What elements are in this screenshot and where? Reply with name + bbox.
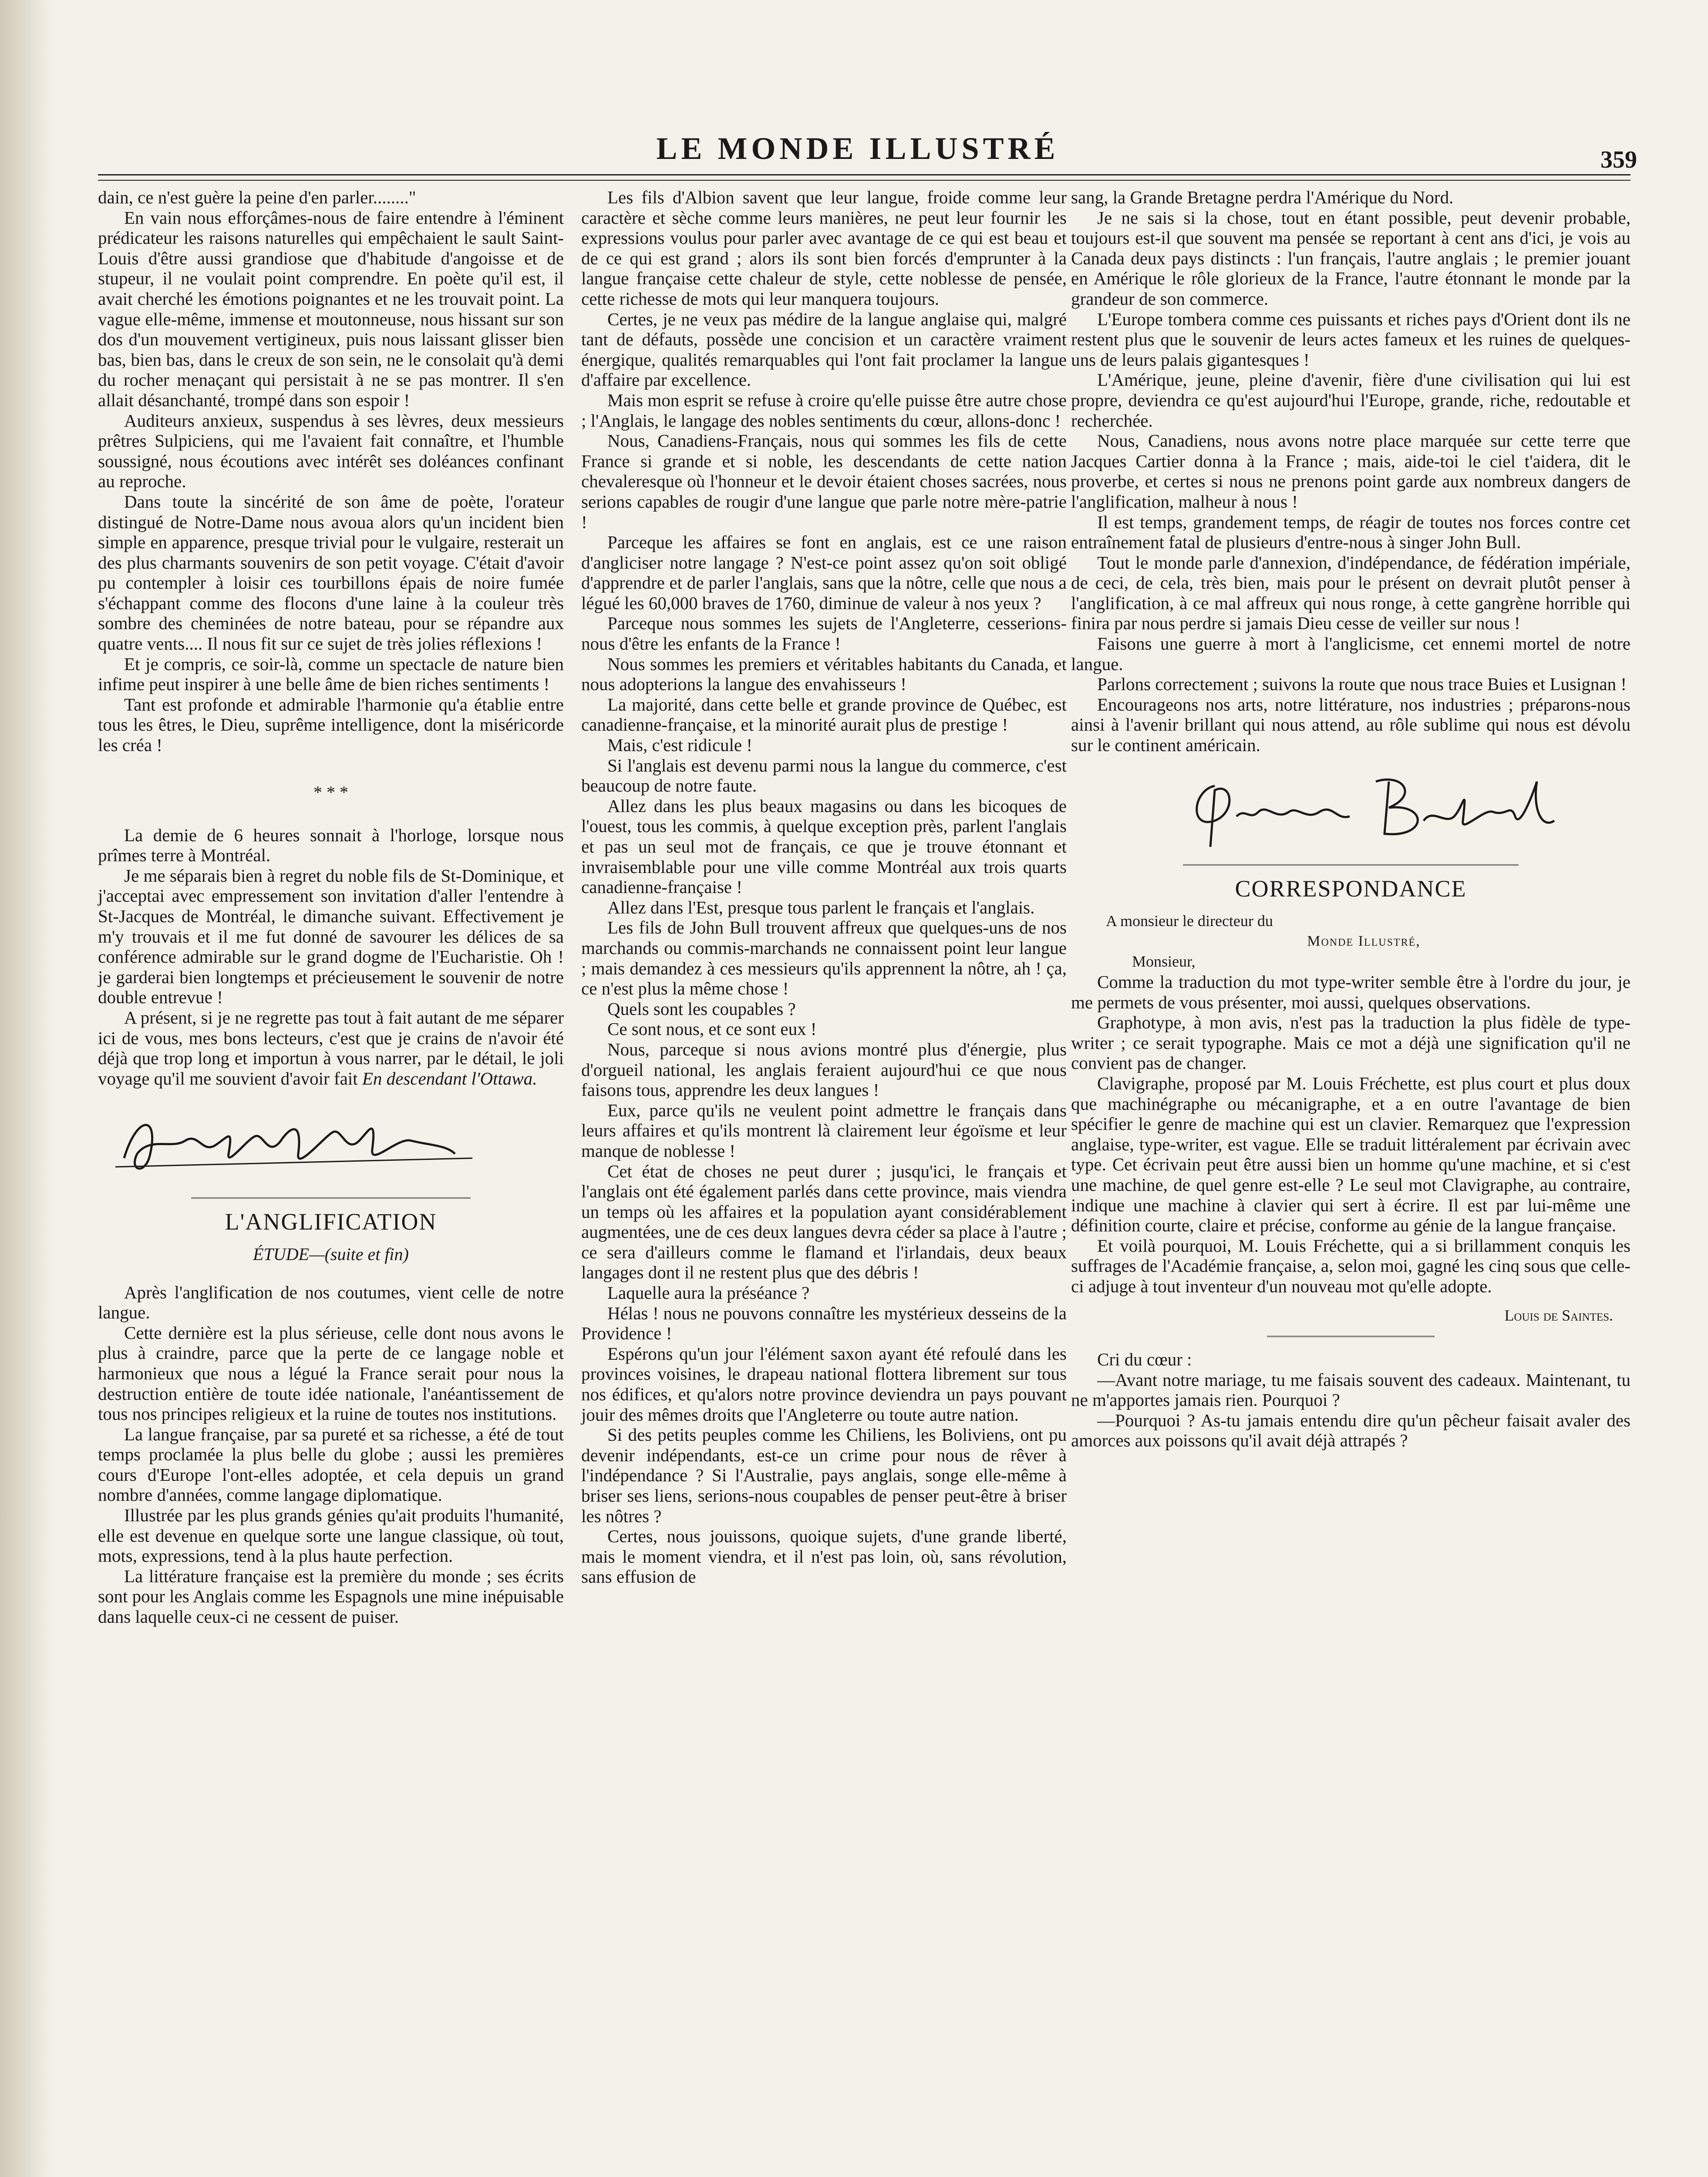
section-divider <box>1183 864 1519 867</box>
paragraph: Mais, c'est ridicule ! <box>607 735 753 755</box>
paragraph: —Avant notre mariage, tu me faisais souvent des cadeaux. Maintenant, tu ne m'apportes jamais rien. Pourquoi ? <box>1071 1369 1631 1410</box>
paragraph: Tout le monde parle d'annexion, d'indépendance, de fédération impériale, de ceci, de cela, très bien, mais pour le présent on devrait plutôt penser à l'anglification, à ce mal affreux qui nous ronge, à cette gangrène horrible qui finira par nous perdre si jamais Dieu cesse de veiller sur nous ! <box>1071 552 1631 634</box>
handwritten-signature-icon <box>1071 755 1631 864</box>
header-rule <box>98 174 1631 181</box>
section-divider <box>1267 1336 1435 1339</box>
section-title: L'ANGLIFICATION <box>225 1209 437 1235</box>
paragraph: Eux, parce qu'ils ne veulent point admettre le français dans leurs affaires et qu'ils montrent là clairement leur égoïsme et leur manque de noblesse ! <box>581 1100 1067 1161</box>
paragraph: Après l'anglification de nos coutumes, vient celle de notre langue. <box>98 1282 564 1323</box>
paragraph: Ce sont nous, et ce sont eux ! <box>607 1019 817 1039</box>
paragraph: La demie de 6 heures sonnait à l'horloge, lorsque nous prîmes terre à Montréal. <box>98 825 564 866</box>
paragraph: —Pourquoi ? As-tu jamais entendu dire qu'un pêcheur faisait avaler des amorces aux poissons qu'il avait déjà attrapés ? <box>1071 1410 1631 1451</box>
paragraph: Auditeurs anxieux, suspendus à ses lèvres, deux messieurs prêtres Sulpiciens, qui me l'avaient fait connaître, et l'humble soussigné, nous écoutions avec intérêt ses doléances confinant au reproche. <box>98 410 564 492</box>
paragraph: Comme la traduction du mot type-writer semble être à l'ordre du jour, je me permets de vous présenter, moi aussi, quelques observations. <box>1071 972 1631 1012</box>
paragraph: Tant est profonde et admirable l'harmonie qu'a établie entre tous les êtres, le Dieu, suprême intelligence, dont la miséricorde les créa ! <box>98 694 564 755</box>
paragraph: Allez dans les plus beaux magasins ou dans les bicoques de l'ouest, tous les commis, à quelque exception près, parlent l'anglais et pas un seul mot de français, ce que je trouve étonnant et invraisemblable pour une ville comme Montréal aux trois quarts canadienne-française ! <box>581 795 1067 897</box>
paragraph: Parlons correctement ; suivons la route que nous trace Buies et Lusignan ! <box>1097 674 1627 694</box>
section-title: CORRESPONDANCE <box>1235 875 1467 902</box>
letter-signature: Louis de Saintes. <box>1504 1306 1613 1324</box>
paragraph: Nous, parceque si nous avions montré plus d'énergie, plus d'orgueil national, les anglais feraient aujourd'hui ce que nous faisons tous, apprendre les deux langues ! <box>581 1039 1067 1100</box>
paragraph: Parceque les affaires se font en anglais, est ce une raison d'angliciser notre langage ? N'est-ce point assez qu'on soit obligé d'apprendre et de parler l'anglais, sans que la nôtre, celle que nous a légué les 60,000 braves de 1760, diminue de valeur à nos yeux ? <box>581 532 1067 613</box>
paragraph: Certes, je ne veux pas médire de la langue anglaise qui, malgré tant de défauts, possède une concision et un caractère vraiment énergique, qualités remarquables qui l'ont fait proclamer la langue d'affaire par excellence. <box>581 309 1067 390</box>
paragraph: Graphotype, à mon avis, n'est pas la traduction la plus fidèle de type-writer ; ce serait typographe. Mais ce mot a déjà une signification qu'il ne convient pas de changer. <box>1071 1012 1631 1073</box>
paragraph: dain, ce n'est guère la peine d'en parler........" <box>98 187 416 207</box>
handwritten-signature-icon <box>98 1088 490 1197</box>
paragraph: Dans toute la sincérité de son âme de poète, l'orateur distingué de Notre-Dame nous avoua alors qu'un incident bien simple en apparence, presque trivial pour le vulgaire, resterait un des plus charmants souvenirs de son petit voyage. C'était d'avoir pu contempler à loisir ces tourbillons épais de noire fumée s'échappant comme des flocons d'une laine à la couleur très sombre des cheminées de notre bateau, pour se répandre aux quatre vents.... Il nous fit sur ce sujet de très jolies réflexions ! <box>98 491 564 654</box>
salutation: Monsieur, <box>1132 953 1196 971</box>
address-line: A monsieur le directeur du <box>1106 912 1273 930</box>
column-2 <box>581 187 1067 1587</box>
author-signature-2 <box>1071 755 1631 864</box>
paragraph: Et voilà pourquoi, M. Louis Fréchette, qui a si brillamment conquis les suffrages de l'Académie française, a, selon moi, gagné les cinq sous que celle-ci adjuge à tout inventeur d'un nouveau mot qu'elle adopte. <box>1071 1235 1631 1296</box>
paragraph: Il est temps, grandement temps, de réagir de toutes nos forces contre cet entraînement fatal de plusieurs d'entre-nous à singer John Bull. <box>1071 512 1631 553</box>
paragraph: Hélas ! nous ne pouvons connaître les mystérieux desseins de la Providence ! <box>581 1303 1067 1344</box>
paragraph: Cri du cœur : <box>1097 1349 1192 1370</box>
page-binding-shadow <box>0 0 52 2177</box>
paragraph: Nous, Canadiens, nous avons notre place marquée sur cette terre que Jacques Cartier donna à la France ; mais, aide-toi le ciel t'aidera, dit le proverbe, et certes si nous ne prenons point garde aux nombreux dangers de l'anglification, malheur à nous ! <box>1071 431 1631 512</box>
paragraph: La majorité, dans cette belle et grande province de Québec, est canadienne-française, et la minorité aurait plus de prestige ! <box>581 694 1067 735</box>
section-asterism: * * * <box>313 782 348 802</box>
paragraph: Encourageons nos arts, notre littérature, nos industries ; préparons-nous ainsi à l'avenir brillant qui nous attend, au rôle sublime qui nous est dévolu sur le continent américain. <box>1071 694 1631 755</box>
column-3 <box>1071 187 1631 1451</box>
italic-title: En descendant l'Ottawa. <box>362 1068 537 1088</box>
paragraph <box>98 1008 564 1088</box>
paragraph: Certes, nous jouissons, quoique sujets, d'une grande liberté, mais le moment viendra, et il n'est pas loin, où, sans révolution, sans effusion de <box>581 1526 1067 1587</box>
paragraph: Cet état de choses ne peut durer ; jusqu'ici, le français et l'anglais ont été également parlés dans cette province, mais viendra un temps où les affaires et la population ayant considérablement augmentées, une de ces deux langues devra céder sa place à l'autre ; ce sera d'ailleurs comme le flamand et l'irlandais, deux beaux langages dont il ne restent plus que des débris ! <box>581 1161 1067 1283</box>
paragraph: Nous sommes les premiers et véritables habitants du Canada, et nous adopterions la langue des envahisseurs ! <box>581 654 1067 694</box>
author-signature-1 <box>98 1088 564 1197</box>
paragraph: L'Europe tombera comme ces puissants et riches pays d'Orient dont ils ne restent plus que le souvenir de leurs actes fameux et les ruines de quelques-uns de leurs palais gigantesques ! <box>1071 309 1631 370</box>
paragraph: Je ne sais si la chose, tout en étant possible, peut devenir probable, toujours est-il que souvent ma pensée se reportant à cent ans d'ici, je vois au Canada deux pays distincts : l'un français, l'autre anglais ; le premier jouant en Amérique le rôle glorieux de la France, l'autre étonnant le monde par la grandeur de son commerce. <box>1071 207 1631 309</box>
paragraph: sang, la Grande Bretagne perdra l'Amérique du Nord. <box>1071 187 1454 207</box>
paragraph: Mais mon esprit se refuse à croire qu'elle puisse être autre chose ; l'Anglais, le langage des nobles sentiments du cœur, allons-donc ! <box>581 390 1067 431</box>
page-number: 359 <box>1600 146 1637 173</box>
paragraph: Je me séparais bien à regret du noble fils de St-Dominique, et j'acceptai avec empressement son invitation d'aller l'entendre à St-Jacques de Montréal, le dimanche suivant. Effectivement je m'y trouvais et il me fut donné de savourer les délices de sa conférence admirable sur le grand dogme de l'Eucharistie. Oh ! je garderai bien longtemps et précieusement le souvenir de notre double entrevue ! <box>98 865 564 1008</box>
paragraph: Si des petits peuples comme les Chiliens, les Boliviens, ont pu devenir indépendants, est-ce un crime pour nous de rêver à l'indépendance ? Si l'Australie, pays anglais, songe elle-même à briser ses liens, serions-nous coupables de penser peut-être à briser les nôtres ? <box>581 1425 1067 1526</box>
paragraph: Cette dernière est la plus sérieuse, celle dont nous avons le plus à craindre, parce que la perte de ce langage noble et harmonieux que nous a légué la France serait pour nous la destruction entière de toute idée nationale, l'anéantissement de tous nos principes religieux et la ruine de toutes nos institutions. <box>98 1322 564 1424</box>
paragraph: Laquelle aura la préséance ? <box>607 1283 810 1303</box>
paragraph: Illustrée par les plus grands génies qu'ait produits l'humanité, elle est devenue en quelque sorte une langue classique, où tout, mots, expressions, tend à la plus haute perfection. <box>98 1505 564 1566</box>
section-divider <box>191 1197 471 1200</box>
paragraph: Les fils d'Albion savent que leur langue, froide comme leur caractère et sèche comme leurs manières, ne peut leur fournir les expressions voulus pour parler avec avantage de ce qui est beau et de ce qui est grand ; alors ils sont bien forcés d'emprunter à la langue française cette chaleur de style, cette noblesse de pensée, cette richesse de mots qui leur manquera toujours. <box>581 187 1067 309</box>
section-subtitle: ÉTUDE—(suite et fin) <box>253 1244 409 1264</box>
paragraph-text: A présent, si je ne regrette pas tout à fait autant de me séparer ici de vous, mes bons lecteurs, c'est que je crains de n'avoir été déjà que trop long et importun à vous narrer, par le détail, le joli voyage qu'il me souvient d'avoir fait <box>98 1007 564 1088</box>
paragraph: Nous, Canadiens-Français, nous qui sommes les fils de cette France si grande et si noble, les descendants de cette nation chevaleresque où l'honneur et le devoir étaient choses sacrées, nous serions capables de rougir d'une langue que parle notre mère-patrie ! <box>581 431 1067 532</box>
running-title: LE MONDE ILLUSTRÉ <box>656 131 1059 166</box>
column-1 <box>98 187 564 1627</box>
paragraph: Clavigraphe, proposé par M. Louis Fréchette, est plus court et plus doux que machinégraphe ou mécanigraphe, et a en outre l'avantage de bien spécifier le genre de machine qui est un clavier. Remarquez que l'expression anglaise, type-writer, est vague. Elle se traduit littéralement par écrivain avec type. Cet écrivain peut être aussi bien un homme qu'une machine, et si c'est une machine, de quel genre est-elle ? Le seul mot Clavigraphe, au contraire, indique une machine à clavier qui sert à écrire. Il est par lui-même une définition courte, claire et précise, conforme au génie de la langue française. <box>1071 1073 1631 1236</box>
paragraph: La langue française, par sa pureté et sa richesse, a été de tout temps proclamée la plus belle du globe ; aussi les premières cours d'Europe l'ont-elles adoptée, et cela depuis un grand nombre d'années, comme langage diplomatique. <box>98 1424 564 1505</box>
paragraph: L'Amérique, jeune, pleine d'avenir, fière d'une civilisation qui lui est propre, deviendra ce qu'est aujourd'hui l'Europe, grande, riche, redoutable et recherchée. <box>1071 370 1631 431</box>
paragraph: Et je compris, ce soir-là, comme un spectacle de nature bien infime peut inspirer à une belle âme de bien riches sentiments ! <box>98 654 564 694</box>
paragraph: Quels sont les coupables ? <box>607 998 796 1019</box>
paragraph: Faisons une guerre à mort à l'anglicisme, cet ennemi mortel de notre langue. <box>1071 634 1631 674</box>
address-line: Monde Illustré, <box>1307 933 1421 949</box>
paragraph: Les fils de John Bull trouvent affreux que quelques-uns de nos marchands ou commis-marchands ne connaissent point leur langue ; mais demandez à ces messieurs qu'ils apprennent la nôtre, ah ! ça, ce n'est plus la même chose ! <box>581 917 1067 999</box>
paragraph: Espérons qu'un jour l'élément saxon ayant été refoulé dans les provinces voisines, le drapeau national flottera librement sur tous nos édifices, et qu'alors notre province deviendra un pays pouvant jouir des mêmes droits que l'Angleterre ou toute autre nation. <box>581 1343 1067 1425</box>
paragraph: Allez dans l'Est, presque tous parlent le français et l'anglais. <box>607 897 1035 917</box>
paragraph: Si l'anglais est devenu parmi nous la langue du commerce, c'est beaucoup de notre faute. <box>581 755 1067 796</box>
paragraph: En vain nous efforçâmes-nous de faire entendre à l'éminent prédicateur les raisons naturelles qui empêchaient le sault Saint-Louis d'être aussi grandiose que d'habitude d'angoisse et de stupeur, il ne voulait point comprendre. En poète qu'il est, il avait cherché les émotions poignantes et ne les trouvait point. La vague elle-même, immense et moutonneuse, nous hissant sur son dos d'un mouvement vertigineux, puis nous laissant glisser bien bas, bien bas, dans le creux de son sein, ne le consolait qu'à demi du rocher menaçant qui persistait à ne se pas montrer. Il s'en allait désanchanté, trompé dans son espoir ! <box>98 207 564 410</box>
paragraph: La littérature française est la première du monde ; ses écrits sont pour les Anglais comme les Espagnols une mine inépuisable dans laquelle ceux-ci ne cessent de puiser. <box>98 1566 564 1627</box>
paragraph: Parceque nous sommes les sujets de l'Angleterre, cesserions-nous d'être les enfants de la France ! <box>581 613 1067 654</box>
